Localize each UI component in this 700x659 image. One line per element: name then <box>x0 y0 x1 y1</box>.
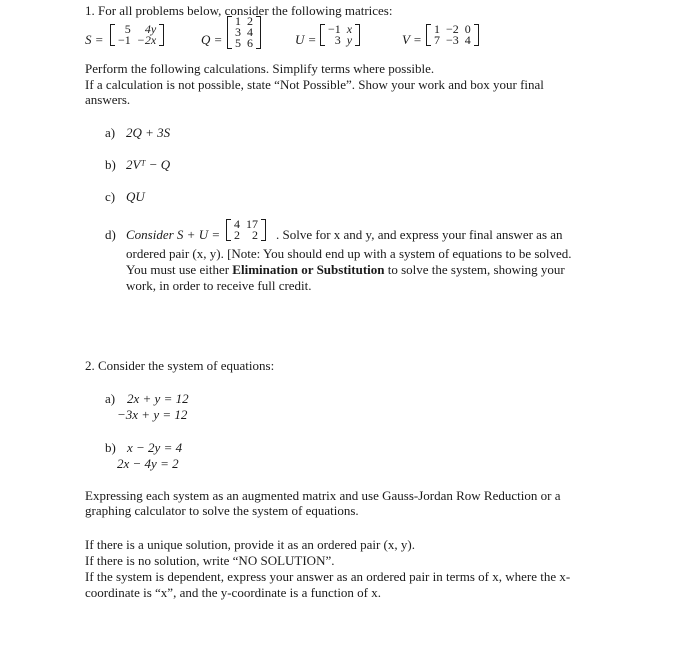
paragraph-line: If the system is dependent, express your answer as an ordered pair in terms of x, where the x- <box>85 569 571 584</box>
part-d-text: ordered pair (x, y). [Note: You should end up with a system of equations to be solved. <box>126 246 572 261</box>
matrix-s <box>110 24 164 46</box>
part-d-text-bold: Elimination or Substitution <box>232 262 385 277</box>
part-a-label: a) <box>105 125 116 140</box>
part-d-lead: Consider S + U = <box>126 227 221 242</box>
part-d-text <box>126 262 565 277</box>
matrix-cell: 6 <box>247 36 253 50</box>
matrix-cell: 4 <box>234 217 240 231</box>
matrix-cell: 1 <box>434 22 440 36</box>
system-a-equation: 2x + y = 12 <box>127 391 189 406</box>
matrix-cell: −2 <box>446 22 459 36</box>
part-d-text: work, in order to receive full credit. <box>126 278 312 293</box>
matrix-u-label: U = <box>295 32 317 47</box>
matrix-q-label: Q = <box>201 32 223 47</box>
matrix-cell: 4 <box>464 33 471 47</box>
matrix-cell: 5 <box>235 36 241 50</box>
matrix-cell: −1 <box>328 22 341 36</box>
matrix-s-plus-u <box>226 219 266 241</box>
part-c-expression: QU <box>126 189 145 204</box>
part-a-expression: 2Q + 3S <box>126 125 171 140</box>
part-d-text: . Solve for x and y, and express your final answer as an <box>276 227 563 242</box>
system-b-label: b) <box>105 440 116 455</box>
matrix-u <box>320 24 360 46</box>
matrix-cell: 17 <box>246 217 258 231</box>
matrix-v-label: V = <box>402 32 422 47</box>
problem-1-heading: 1. For all problems below, consider the following matrices: <box>85 3 393 18</box>
instruction-line: Perform the following calculations. Simplify terms where possible. <box>85 61 435 76</box>
matrix-cell: 5 <box>124 22 131 36</box>
matrix-cell: 2 <box>247 14 253 28</box>
matrix-cell: 4 <box>247 25 253 39</box>
matrix-cell: 3 <box>235 25 241 39</box>
system-b-equation: x − 2y = 4 <box>127 440 183 455</box>
matrix-q <box>227 16 261 49</box>
matrix-cell: 3 <box>334 33 341 47</box>
part-b-expression: 2Vᵀ − Q <box>126 157 171 172</box>
matrix-cell: −1 <box>118 33 131 47</box>
instruction-line: answers. <box>85 92 131 107</box>
matrix-cell: −3 <box>446 33 459 47</box>
matrix-cell: 7 <box>434 33 440 47</box>
paragraph-line: Expressing each system as an augmented matrix and use Gauss-Jordan Row Reduction or a <box>85 488 561 503</box>
matrix-v <box>426 24 479 46</box>
paragraph-line: coordinate is “x”, and the y-coordinate is a function of x. <box>85 585 382 600</box>
matrix-cell: x <box>346 22 353 36</box>
part-d-text-post: to solve the system, showing your <box>384 262 565 277</box>
matrix-cell: y <box>346 33 353 47</box>
instruction-line: If a calculation is not possible, state “Not Possible”. Show your work and box your final <box>85 77 544 92</box>
matrix-cell: 0 <box>464 22 471 36</box>
part-c-label: c) <box>105 189 116 204</box>
part-d-text-pre: You must use either <box>126 262 233 277</box>
matrix-cell: 4y <box>144 22 157 36</box>
system-b-equation: 2x − 4y = 2 <box>117 456 179 471</box>
system-a-label: a) <box>105 391 116 406</box>
paragraph-line: graphing calculator to solve the system of equations. <box>85 503 359 518</box>
matrix-cell: −2x <box>136 33 157 47</box>
part-b-label: b) <box>105 157 116 172</box>
matrix-cell: 2 <box>252 228 258 242</box>
paragraph-line: If there is no solution, write “NO SOLUTION”. <box>85 553 335 568</box>
paragraph-line: If there is a unique solution, provide it as an ordered pair (x, y). <box>85 537 415 552</box>
matrix-cell: 1 <box>235 14 241 28</box>
part-d-label: d) <box>105 227 116 242</box>
matrix-s-label: S = <box>85 32 104 47</box>
problem-2-heading: 2. Consider the system of equations: <box>85 358 275 373</box>
matrix-cell: 2 <box>234 228 240 242</box>
system-a-equation: −3x + y = 12 <box>117 407 188 422</box>
